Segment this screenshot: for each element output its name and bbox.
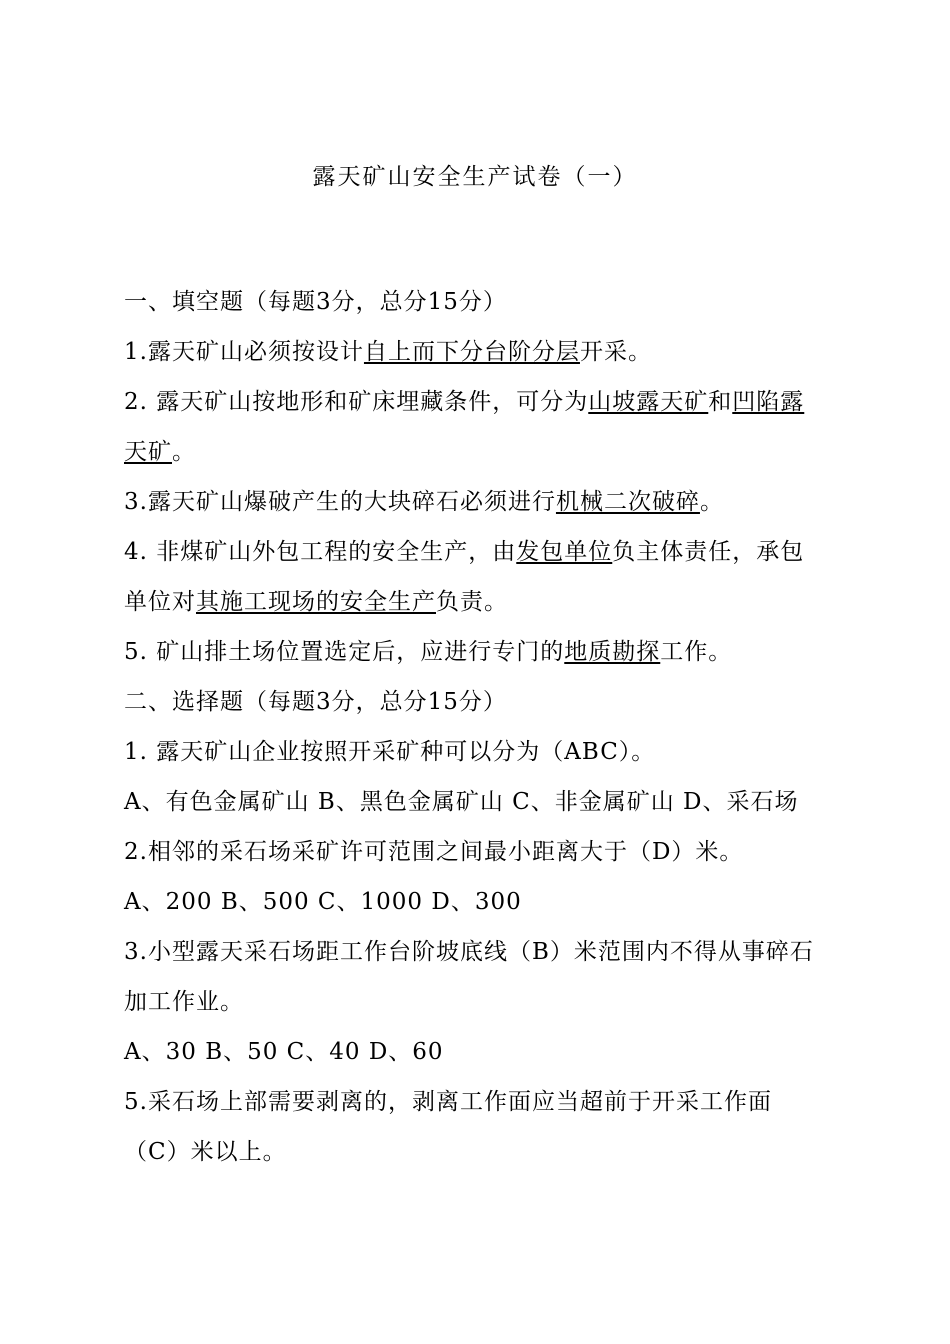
choice-question-3-line-2: 加工作业。 xyxy=(124,989,244,1015)
choice-options-2: A、200 B、500 C、1000 D、300 xyxy=(124,889,522,915)
answer-blank: 自上而下分台阶分层 xyxy=(363,339,580,365)
choice-question-5-line-2: （C）米以上。 xyxy=(124,1139,287,1165)
page-title: 露天矿山安全生产试卷（一） xyxy=(312,164,638,190)
answer-blank: 山坡露天矿 xyxy=(588,389,709,415)
question-text: 和 xyxy=(708,389,733,415)
choice-question-2: 2.相邻的采石场采矿许可范围之间最小距离大于（D）米。 xyxy=(124,839,744,865)
question-1 xyxy=(124,335,844,369)
question-text: 1.露天矿山必须按设计 xyxy=(124,339,364,365)
question-4-line-2 xyxy=(124,585,844,619)
choice-question-5-line-1: 5.采石场上部需要剥离的，剥离工作面应当超前于开采工作面 xyxy=(124,1089,772,1115)
question-2-line-2 xyxy=(124,435,844,469)
answer-blank: 发包单位 xyxy=(516,539,613,565)
question-4-line-1 xyxy=(124,535,844,569)
answer-blank: 天矿 xyxy=(124,439,172,465)
section-heading-choice: 二、选择题（每题3分，总分15分） xyxy=(124,689,507,715)
question-2-line-1 xyxy=(124,385,844,419)
choice-question-3-line-1: 3.小型露天采石场距工作台阶坡底线（B）米范围内不得从事碎石 xyxy=(124,939,814,965)
question-text: 开采。 xyxy=(579,339,652,365)
question-text: 。 xyxy=(699,489,724,515)
question-text: 负主体责任，承包 xyxy=(612,539,805,565)
question-text: 4. 非煤矿山外包工程的安全生产，由 xyxy=(124,539,517,565)
question-text: 3.露天矿山爆破产生的大块碎石必须进行 xyxy=(124,489,556,515)
question-text: 工作。 xyxy=(660,639,733,665)
choice-options-3: A、30 B、50 C、40 D、60 xyxy=(124,1039,444,1065)
question-text: 单位对 xyxy=(124,589,196,615)
question-text: 5. 矿山排土场位置选定后，应进行专门的 xyxy=(124,639,565,665)
choice-options-1: A、有色金属矿山 B、黑色金属矿山 C、非金属矿山 D、采石场 xyxy=(124,789,799,815)
question-text: 2. 露天矿山按地形和矿床埋藏条件，可分为 xyxy=(124,389,589,415)
choice-question-1: 1. 露天矿山企业按照开采矿种可以分为（ABC）。 xyxy=(124,739,656,765)
question-text: 。 xyxy=(172,439,196,465)
answer-blank: 机械二次破碎 xyxy=(555,489,700,515)
section-heading-fill-blank: 一、填空题（每题3分，总分15分） xyxy=(124,289,507,315)
question-5 xyxy=(124,635,844,669)
question-text: 负责。 xyxy=(436,589,508,615)
question-3 xyxy=(124,485,844,519)
answer-blank: 其施工现场的安全生产 xyxy=(196,589,436,615)
answer-blank: 凹陷露 xyxy=(732,389,805,415)
answer-blank: 地质勘探 xyxy=(564,639,661,665)
